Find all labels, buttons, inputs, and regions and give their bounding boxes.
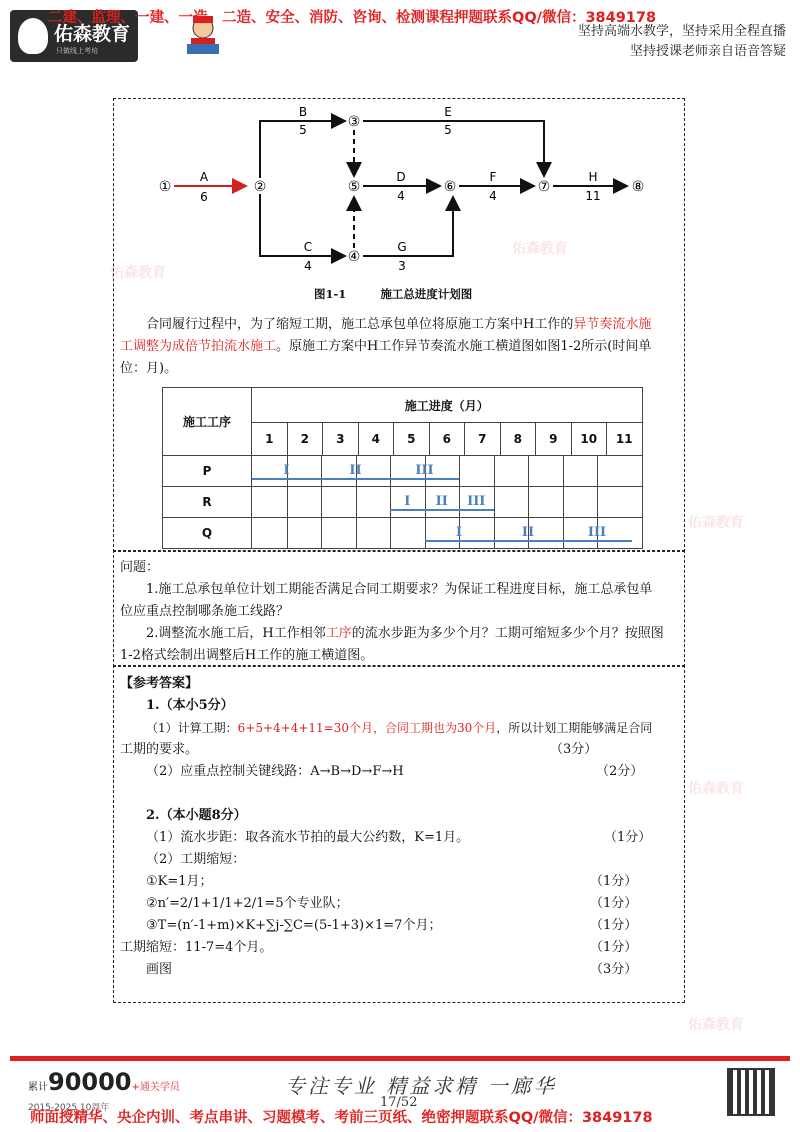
watermark-logo: 佑森教育 — [110, 265, 166, 281]
gantt-bar-p-3 — [390, 463, 459, 480]
footer-divider — [10, 1056, 790, 1061]
answer-2-line6: 工期缩短：11-7=4个月。 （1分） — [120, 940, 638, 955]
answer-1-line1: （1）计算工期：6+5+4+4+11=30个月，合同工期也为30个月，所以计划工期能够满足合同 — [146, 721, 653, 735]
activity-duration-g: 3 — [398, 259, 406, 273]
gantt-header-process: 施工工序 — [163, 388, 252, 456]
activity-label-g: G — [397, 240, 407, 254]
student-count: 累计90000+通关学员 — [28, 1068, 180, 1096]
activity-duration-c: 4 — [304, 259, 312, 273]
gantt-month-1: 1 — [252, 423, 288, 456]
gantt-table — [162, 387, 643, 549]
question-2b: 1-2格式绘制出调整后H工作的施工横道图。 — [120, 648, 374, 663]
watermark-logo: 佑森教育 — [688, 1017, 744, 1033]
figure-caption — [314, 286, 472, 302]
activity-duration-d: 4 — [397, 189, 405, 203]
gantt-month-11: 11 — [607, 423, 643, 456]
gantt-month-5: 5 — [394, 423, 430, 456]
answer-2-line2: （2）工期缩短： — [146, 852, 246, 867]
activity-label-e: E — [444, 105, 452, 119]
gantt-bar-label: II — [521, 525, 535, 540]
gantt-header-progress: 施工进度（月） — [252, 388, 643, 423]
activity-duration-h: 11 — [585, 189, 601, 203]
questions-title: 问题： — [120, 560, 160, 575]
footer-banner: 师面授精华、央企内训、考点串讲、习题模考、考前三页纸、绝密押题联系QQ/微信：3849178 — [30, 1110, 653, 1126]
node-7: ⑦ — [537, 179, 551, 195]
gantt-bar-r-1 — [390, 494, 425, 511]
gantt-month-9: 9 — [536, 423, 572, 456]
header-slogan-2: 坚持授课老师亲自语音答疑 — [629, 44, 786, 59]
activity-duration-e: 5 — [444, 123, 452, 137]
figure-number: 图1-1 — [314, 287, 347, 301]
gantt-process-name: P — [163, 456, 252, 487]
gantt-bar-area — [252, 487, 643, 518]
activity-label-h: H — [588, 170, 598, 184]
gantt-month-4: 4 — [358, 423, 394, 456]
gantt-row-r — [163, 487, 643, 518]
gantt-month-8: 8 — [500, 423, 536, 456]
gantt-bar-label: I — [404, 494, 411, 509]
activity-arrow-g — [363, 197, 453, 256]
watermark-logo: 佑森教育 — [512, 241, 568, 257]
gantt-row-p — [163, 456, 643, 487]
node-4: ④ — [347, 249, 361, 265]
gantt-month-10: 10 — [571, 423, 607, 456]
brand-name: 佑森教育 — [54, 23, 131, 45]
questions-block — [120, 557, 680, 667]
node-1: ① — [158, 179, 172, 195]
answer-2-title: 2.（本小题8分） — [146, 808, 247, 823]
activity-arrow-e — [363, 121, 544, 176]
answer-2-line5: ③T=(n′-1+m)×K+∑j-∑C=(5-1+3)×1=7个月； （1分） — [146, 918, 638, 933]
answer-2-line4: ②n′=2/1+1/1+2/1=5个专业队； （1分） — [146, 896, 638, 911]
gantt-bar-r-2 — [425, 494, 460, 511]
gantt-bar-p-1 — [252, 463, 321, 480]
gantt-bar-area — [252, 518, 643, 549]
gantt-bar-label: III — [587, 525, 607, 540]
qr-code-icon — [727, 1068, 775, 1116]
gantt-bar-area — [252, 456, 643, 487]
gantt-bar-q-3 — [563, 525, 632, 542]
watermark-logo: 佑森教育 — [688, 781, 744, 797]
node-8: ⑧ — [631, 179, 645, 195]
activity-duration-b: 5 — [299, 123, 307, 137]
question-1b: 位应重点控制哪条施工线路？ — [120, 604, 290, 619]
activity-duration-a: 6 — [200, 190, 208, 204]
activity-label-b: B — [298, 105, 308, 119]
footer-slogan: 专注专业 精益求精 一廊华 — [285, 1074, 557, 1098]
question-1a: 1.施工总承包单位计划工期能否满足合同工期要求？为保证工程进度目标，施工总承包单 — [146, 582, 653, 597]
node-5: ⑤ — [347, 179, 361, 195]
gantt-bar-label: I — [455, 525, 463, 540]
gantt-month-2: 2 — [287, 423, 323, 456]
header-slogan-1: 坚持高端水教学，坚持采用全程直播 — [577, 24, 786, 39]
activity-label-d: D — [396, 170, 406, 184]
activity-arrow-c — [260, 194, 345, 256]
gantt-bar-r-3 — [459, 494, 494, 511]
node-6: ⑥ — [443, 179, 457, 195]
gantt-bar-label: II — [349, 463, 362, 478]
gantt-row-q — [163, 518, 643, 549]
answer-1-title: 1.（本小5分） — [146, 698, 234, 713]
activity-label-f: F — [489, 170, 497, 184]
gantt-bar-label: I — [283, 463, 290, 478]
watermark-logo: 佑森教育 — [688, 515, 744, 531]
page-number: 17/52 — [380, 1095, 418, 1110]
activity-duration-f: 4 — [489, 189, 497, 203]
node-3: ③ — [347, 114, 361, 130]
answer-2-line1: （1）流水步距：取各流水节拍的最大公约数，K=1月。 （1分） — [146, 830, 652, 845]
answer-2-line3: ①K=1月； （1分） — [146, 874, 638, 889]
answers-block — [120, 673, 680, 981]
answer-2-line7: 画图 （3分） — [146, 962, 638, 977]
years-badge: 2015-2025 10周年 — [28, 1103, 110, 1113]
gantt-process-name: R — [163, 487, 252, 518]
brand-slogan: 只做线上考培 — [56, 47, 98, 55]
question-2a: 2.调整流水施工后，H工作相邻工序的流水步距为多少个月？工期可缩短多少个月？按照图 — [146, 626, 664, 641]
gantt-bar-q-1 — [425, 525, 494, 542]
intro-paragraph: 合同履行过程中，为了缩短工期，施工总承包单位将原施工方案中H工作的异节奏流水施 工调整为成倍节拍流水施工。原施工方案中H工作异节奏流水施工横道图如图1-2所示(时间单 位：月)。 — [120, 317, 652, 376]
gantt-bar-p-2 — [321, 463, 390, 480]
answer-1-line3: （2）应重点控制关键线路：A→B→D→F→H （2分） — [146, 764, 644, 779]
activity-label-a: A — [199, 170, 209, 184]
header-banner: 二建、监理、一建、一造、二造、安全、消防、咨询、检测课程押题联系QQ/微信：3849178 — [48, 10, 657, 26]
gantt-bar-label: III — [467, 494, 486, 509]
node-2: ② — [253, 179, 267, 195]
network-diagram — [150, 104, 670, 274]
gantt-bar-label: II — [435, 494, 448, 509]
gantt-process-name: Q — [163, 518, 252, 549]
answer-1-line2: 工期的要求。 （3分） — [120, 742, 598, 757]
gantt-month-3: 3 — [323, 423, 359, 456]
figure-title: 施工总进度计划图 — [380, 287, 473, 301]
gantt-bar-q-2 — [494, 525, 563, 542]
gantt-bar-label: III — [415, 463, 434, 478]
gantt-month-6: 6 — [429, 423, 465, 456]
activity-label-c: C — [303, 240, 313, 254]
gantt-month-7: 7 — [465, 423, 501, 456]
answers-title: 【参考答案】 — [120, 676, 199, 691]
